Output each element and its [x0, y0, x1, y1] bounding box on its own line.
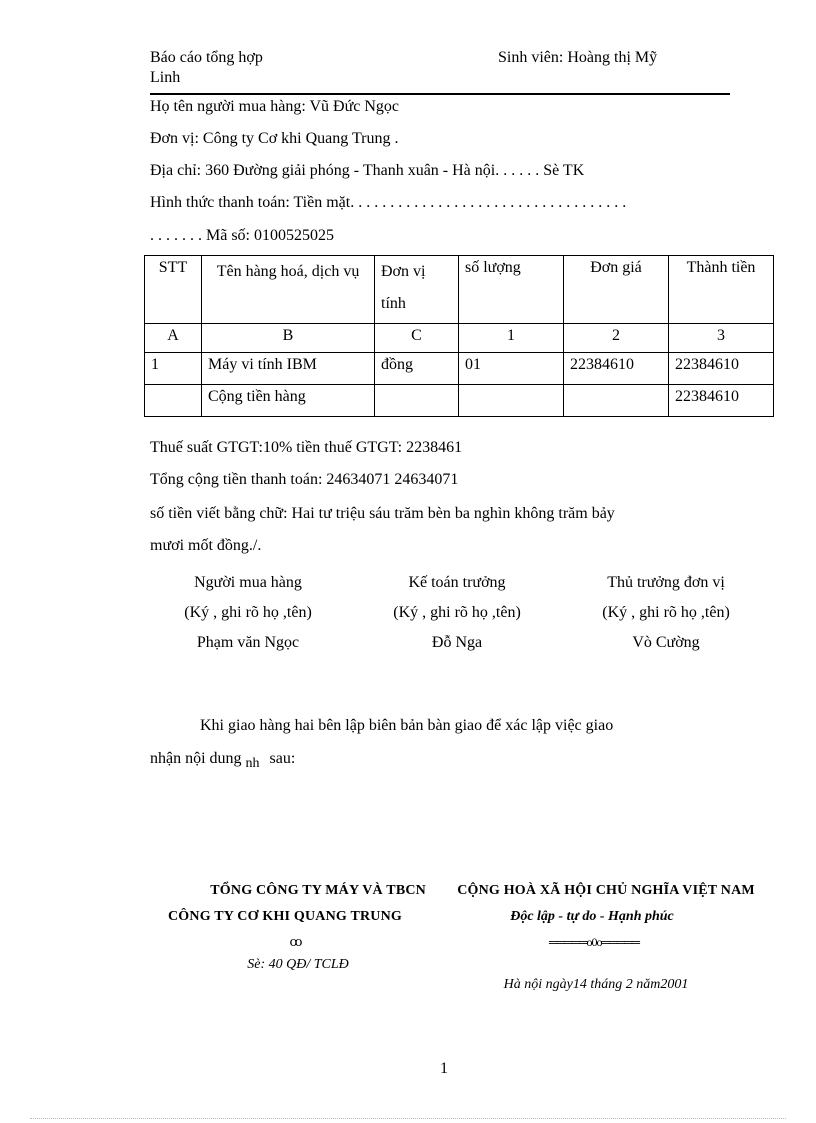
code-cell: C [375, 324, 459, 353]
state-motto: Độc lập - tự do - Hạnh phúc [510, 909, 674, 924]
signature-name: Vò Cường [632, 634, 700, 651]
header-divider [150, 93, 730, 95]
cell-item: Máy vi tính IBM [202, 353, 375, 385]
table-row [145, 385, 774, 417]
student-name: Sinh viên: Hoàng thị Mỹ [498, 49, 658, 66]
signature-title: Người mua hàng [194, 574, 302, 591]
cell-unit [375, 385, 459, 417]
signature-title: Kế toán trưởng [408, 574, 506, 591]
buyer-address: Địa chỉ: 360 Đường giải phóng - Thanh xuân - Hà nội. . . . . . Sè TK [150, 162, 585, 179]
invoice-table [144, 255, 774, 417]
code-cell: B [202, 324, 375, 353]
handover-text-b: sau: [269, 750, 296, 767]
page-number: 1 [440, 1060, 448, 1077]
report-title [150, 48, 263, 88]
buyer-unit: Đơn vị: Công ty Cơ khi Quang Trung . [150, 130, 399, 147]
signature-name: Đỗ Nga [431, 634, 483, 651]
signature-buyer [148, 568, 348, 658]
cell-unit: đồng [375, 353, 459, 385]
table-code-row [145, 324, 774, 353]
parent-org: TỔNG CÔNG TY MÁY VÀ TBCN [210, 883, 426, 898]
report-title-line1: Báo cáo tổng hợp [150, 49, 263, 66]
company-name: CÔNG TY CƠ KHI QUANG TRUNG [168, 909, 403, 924]
document-date: Hà nội ngày14 tháng 2 năm2001 [503, 977, 689, 992]
state-divider: ═════o0o═════ [548, 935, 640, 949]
cell-unit-price: 22384610 [564, 353, 669, 385]
code-cell: 3 [669, 324, 774, 353]
cell-amount: 22384610 [669, 385, 774, 417]
signature-title: Thủ trưởng đơn vị [607, 574, 725, 591]
company-block [150, 878, 450, 976]
amount-in-words-line2: mươi mốt đồng./. [150, 537, 262, 554]
total-line: Tổng cộng tiền thanh toán: 24634071 24634071 [150, 471, 459, 488]
signature-head-of-unit [566, 568, 766, 658]
cell-quantity [459, 385, 564, 417]
header-stt: STT [145, 256, 202, 324]
code-cell: 1 [459, 324, 564, 353]
cell-stt [145, 385, 202, 417]
table-row [145, 353, 774, 385]
document-number: Sè: 40 QĐ/ TCLĐ [247, 957, 349, 972]
state-title: CỘNG HOÀ XÃ HỘI CHỦ NGHĨA VIỆT NAM [457, 883, 755, 898]
vat-line: Thuế suất GTGT:10% tiền thuế GTGT: 2238461 [150, 439, 463, 456]
table-header-row [145, 256, 774, 324]
handover-text-a: nhận nội dung [150, 750, 242, 767]
header-amount: Thành tiền [669, 256, 774, 324]
signature-name: Phạm văn Ngọc [196, 634, 300, 651]
header-unit-price: Đơn giá [564, 256, 669, 324]
signature-note: (Ký , ghi rõ họ ,tên) [184, 604, 312, 621]
signature-note: (Ký , ghi rõ họ ,tên) [602, 604, 730, 621]
header-unit: Đơn vị tính [375, 256, 459, 324]
cell-unit-price [564, 385, 669, 417]
payment-method: Hình thức thanh toán: Tiền mặt. . . . . . . . . . . . . . . . . . . . . . . . . . . . . . . . . . . [150, 194, 627, 211]
code-cell: A [145, 324, 202, 353]
page-bottom-border [30, 1118, 786, 1119]
ornament-icon: ꝏ [289, 934, 303, 949]
report-title-line2: Linh [150, 69, 181, 86]
signature-chief-accountant [357, 568, 557, 658]
handover-paragraph-line1: Khi giao hàng hai bên lập biên bản bàn giao để xác lập việc giao [200, 717, 614, 734]
cell-amount: 22384610 [669, 353, 774, 385]
tax-code: . . . . . . . Mã số: 0100525025 [150, 227, 334, 244]
code-cell: 2 [564, 324, 669, 353]
buyer-name: Họ tên người mua hàng: Vũ Đức Ngọc [150, 98, 400, 115]
header-item: Tên hàng hoá, dịch vụ [202, 256, 375, 324]
state-block [446, 878, 766, 996]
cell-stt: 1 [145, 353, 202, 385]
header-quantity: số lượng [459, 256, 564, 324]
handover-subscript: nh [245, 756, 260, 771]
amount-in-words-line1: số tiền viết bằng chữ: Hai tư triệu sáu trăm bèn ba nghìn không trăm bảy [150, 505, 615, 522]
cell-item: Cộng tiền hàng [202, 385, 375, 417]
cell-quantity: 01 [459, 353, 564, 385]
handover-paragraph-line2 [150, 750, 296, 771]
signature-note: (Ký , ghi rõ họ ,tên) [393, 604, 521, 621]
